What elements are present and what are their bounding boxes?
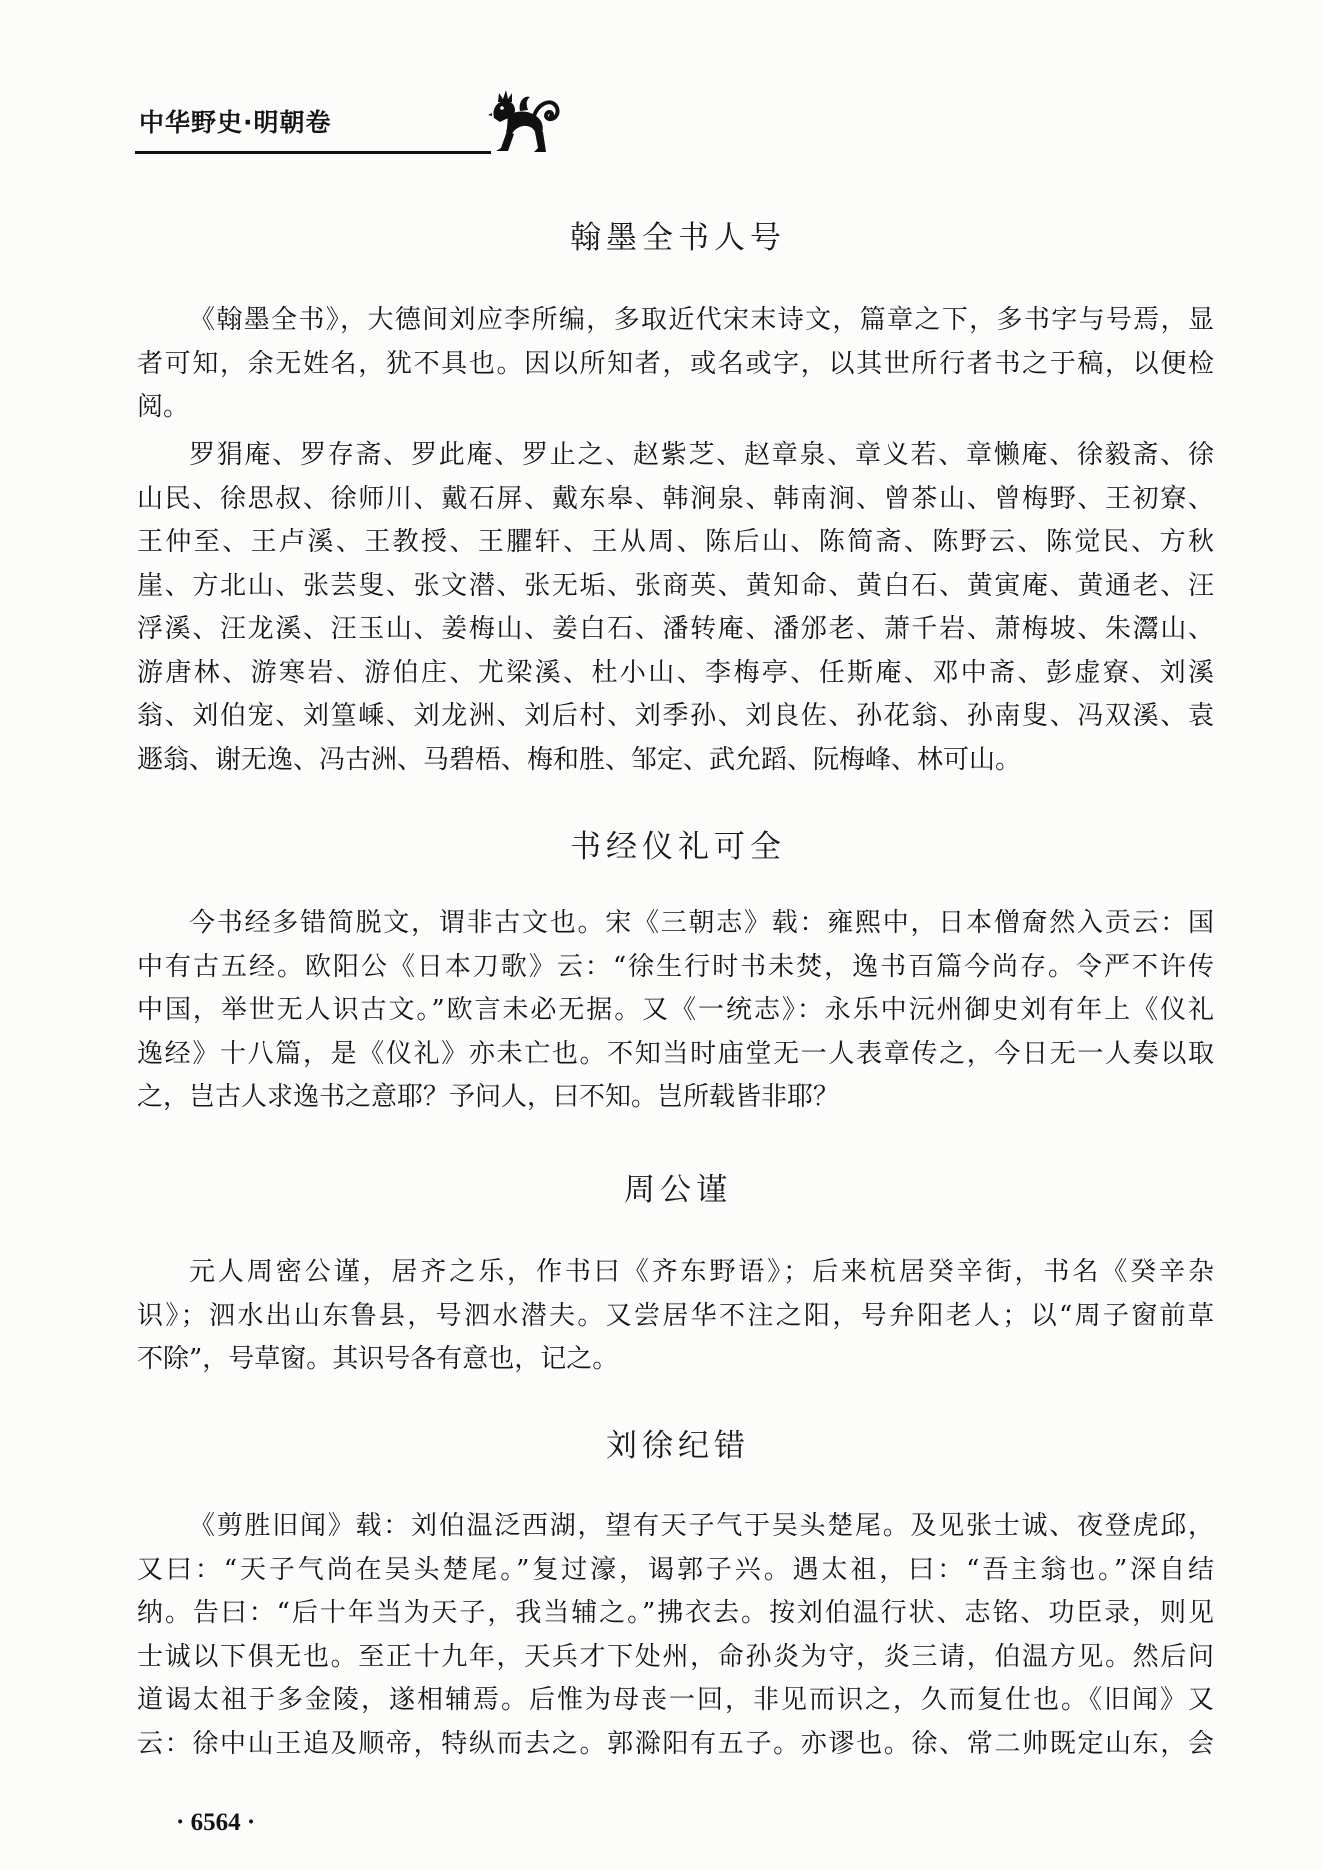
text-line: 遯翁、谢无逸、冯古洲、马碧梧、梅和胜、邹定、武允蹈、阮梅峰、林可山。 — [137, 744, 1022, 775]
text-line: 今书经多错简脱文，谓非古文也。宋《三朝志》载：雍熙中，日本僧奝然入贡云：国 — [189, 908, 1214, 938]
text-line: 游唐林、游寒岩、游伯庄、尤梁溪、杜小山、李梅亭、任斯庵、邓中斋、彭虚寮、刘溪 — [137, 657, 1214, 688]
text-line: 中有古五经。欧阳公《日本刀歌》云：“徐生行时书未焚，逸书百篇今尚存。令严不许传 — [137, 951, 1214, 982]
text-line: 者可知，余无姓名，犹不具也。因以所知者，或名或字，以其世所行者书之于稿，以便检 — [137, 348, 1214, 379]
paragraph — [137, 902, 1214, 1120]
text-line: 道谒太祖于多金陵，遂相辅焉。后惟为母丧一回，非见而识之，久而复仕也。《旧闻》又 — [137, 1685, 1214, 1715]
text-line: 纳。告曰：“后十年当为天子，我当辅之。”拂衣去。按刘伯温行状、志铭、功臣录，则见 — [137, 1598, 1214, 1628]
text-line: 士诚以下俱无也。至正十九年，天兵才下处州，命孙炎为守，炎三请，伯温方见。然后问 — [137, 1641, 1214, 1672]
section-title: 刘徐纪错 — [606, 1428, 750, 1464]
text-line: 识》；泗水出山东鲁县，号泗水潜夫。又尝居华不注之阳，号弁阳老人；以“周子窗前草 — [137, 1300, 1214, 1331]
text-line: 逸经》十八篇，是《仪礼》亦未亡也。不知当时庙堂无一人表章传之，今日无一人奏以取 — [137, 1038, 1214, 1069]
header-rule — [135, 151, 491, 154]
text-line: 《翰墨全书》，大德间刘应李所编，多取近代宋末诗文，篇章之下，多书字与号焉，显 — [189, 305, 1214, 335]
dragon-emblem-icon — [488, 88, 562, 156]
text-line: 王仲至、王卢溪、王教授、王臞轩、王从周、陈后山、陈简斋、陈野云、陈觉民、方秋 — [137, 527, 1214, 557]
series-title: 中华野史·明朝卷 — [139, 108, 332, 137]
paragraph — [137, 1505, 1214, 1766]
paragraph — [137, 1251, 1214, 1382]
section-title: 翰墨全书人号 — [570, 220, 786, 256]
section-title: 周公谨 — [624, 1172, 732, 1208]
paragraph — [137, 434, 1214, 782]
text-line: 又曰：“天子气尚在吴头楚尾。”复过濠，谒郭子兴。遇太祖，曰：“吾主翁也。”深自结 — [137, 1554, 1214, 1585]
text-line: 罗狷庵、罗存斋、罗此庵、罗止之、赵紫芝、赵章泉、章义若、章懒庵、徐毅斋、徐 — [189, 440, 1214, 470]
text-line: 阅。 — [137, 392, 190, 422]
text-line: 翁、刘伯宠、刘篁嵊、刘龙洲、刘后村、刘季孙、刘良佐、孙花翁、孙南叟、冯双溪、袁 — [137, 701, 1214, 731]
text-line: 山民、徐思叔、徐师川、戴石屏、戴东皋、韩涧泉、韩南涧、曾茶山、曾梅野、王初寮、 — [137, 483, 1214, 514]
page-number: · 6564 · — [176, 1809, 256, 1836]
text-line: 《剪胜旧闻》载：刘伯温泛西湖，望有天子气于吴头楚尾。及见张士诚、夜登虎邱， — [189, 1511, 1214, 1541]
paragraph — [137, 299, 1214, 430]
text-line: 元人周密公谨，居齐之乐，作书曰《齐东野语》；后来杭居癸辛街，书名《癸辛杂 — [189, 1257, 1214, 1287]
text-line: 中国，举世无人识古文。”欧言未必无据。又《一统志》：永乐中沅州御史刘有年上《仪礼 — [137, 995, 1214, 1025]
text-line: 云：徐中山王追及顺帝，特纵而去之。郭滁阳有五子。亦谬也。徐、常二帅既定山东，会 — [137, 1728, 1214, 1759]
text-line: 浮溪、汪龙溪、汪玉山、姜梅山、姜白石、潘转庵、潘邠老、萧千岩、萧梅坡、朱灊山、 — [137, 614, 1214, 644]
text-line: 崖、方北山、张芸叟、张文潜、张无垢、张商英、黄知命、黄白石、黄寅庵、黄通老、汪 — [137, 570, 1214, 601]
text-line: 不除”，号草窗。其识号各有意也，记之。 — [137, 1344, 619, 1374]
section-title: 书经仪礼可全 — [570, 829, 786, 865]
text-line: 之，岂古人求逸书之意耶？予问人，曰不知。岂所载皆非耶？ — [137, 1082, 840, 1112]
